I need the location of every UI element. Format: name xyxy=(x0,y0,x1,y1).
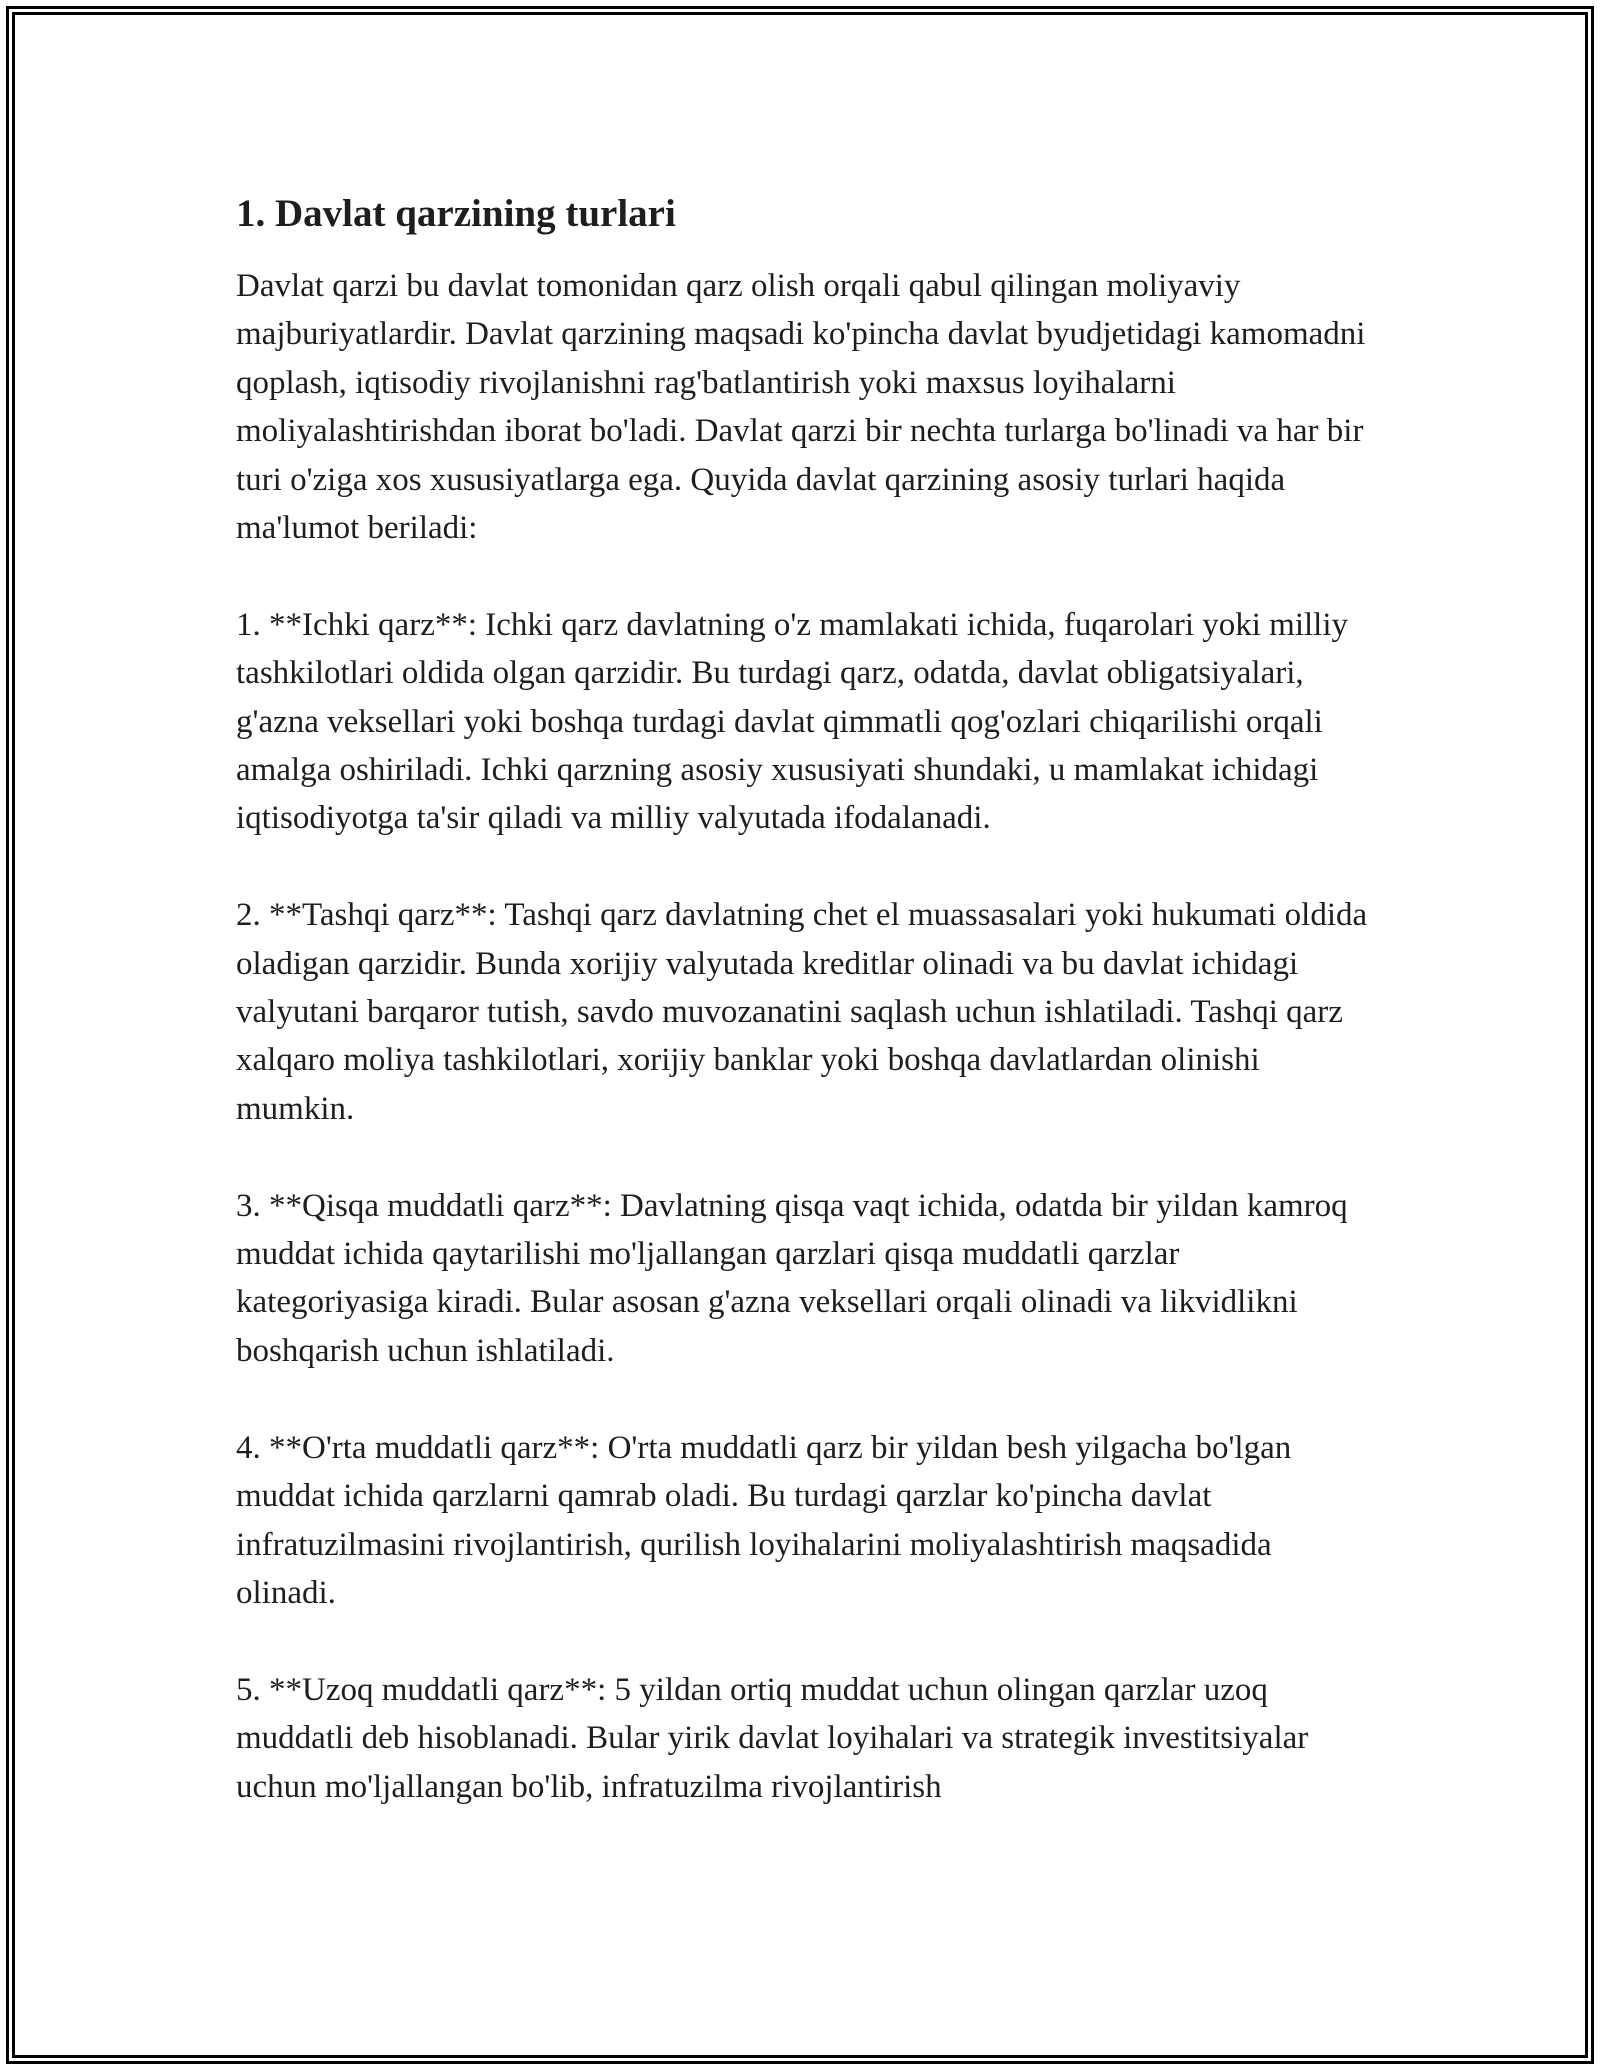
paragraph-short-term-debt: 3. **Qisqa muddatli qarz**: Davlatning qisqa vaqt ichida, odatda bir yildan kamroq muddat ichida qaytarilishi mo'ljallangan qarzlari qisqa muddatli qarzlar kategoriyasiga kiradi. Bular asosan g'azna veksellari orqali olinadi va likvidlikni boshqarish uchun ishlatiladi. xyxy=(236,1187,1348,1369)
paragraph-external-debt: 2. **Tashqi qarz**: Tashqi qarz davlatning chet el muassasalari yoki hukumati oldida oladigan qarzidir. Bunda xorijiy valyutada kreditlar olinadi va bu davlat ichidagi valyutani barqaror tutish, savdo muvozanatini saqlash uchun ishlatiladi. Tashqi qarz xalqaro moliya tashkilotlari, xorijiy banklar yoki boshqa davlatlardan olinishi mumkin. xyxy=(236,897,1368,1127)
document-body xyxy=(236,186,1376,1859)
paragraph-medium-term-debt: 4. **O'rta muddatli qarz**: O'rta muddatli qarz bir yildan besh yilgacha bo'lgan muddat ichida qarzlarni qamrab oladi. Bu turdagi qarzlar ko'pincha davlat infratuzilmasini rivojlantirish, qurilish loyihalarini moliyalashtirish maqsadida olinadi. xyxy=(236,1429,1292,1611)
paragraph-internal-debt: 1. **Ichki qarz**: Ichki qarz davlatning o'z mamlakati ichida, fuqarolari yoki milliy tashkilotlari oldida olgan qarzidir. Bu turdagi qarz, odatda, davlat obligatsiyalari, g'azna veksellari yoki boshqa turdagi davlat qimmatli qog'ozlari chiqarilishi orqali amalga oshiriladi. Ichki qarzning asosiy xususiyati shundaki, u mamlakat ichidagi iqtisodiyotga ta'sir qiladi va milliy valyutada ifodalanadi. xyxy=(236,606,1349,837)
paragraph-long-term-debt: 5. **Uzoq muddatli qarz**: 5 yildan ortiq muddat uchun olingan qarzlar uzoq muddatli deb hisoblanadi. Bular yirik davlat loyihalari va strategik investitsiyalar uchun mo'ljallangan bo'lib, infratuzilma rivojlantirish xyxy=(236,1671,1309,1805)
section-heading: 1. Davlat qarzining turlari xyxy=(236,192,676,235)
intro-paragraph: Davlat qarzi bu davlat tomonidan qarz olish orqali qabul qilingan moliyaviy majburiyatlardir. Davlat qarzining maqsadi ko'pincha davlat byudjetidagi kamomadni qoplash, iqtisodiy rivojlanishni rag'batlantirish yoki maxsus loyihalarni moliyalashtirishdan iborat bo'ladi. Davlat qarzi bir nechta turlarga bo'linadi va har bir turi o'ziga xos xususiyatlarga ega. Quyida davlat qarzining asosiy turlari haqida ma'lumot beriladi: xyxy=(236,268,1366,547)
